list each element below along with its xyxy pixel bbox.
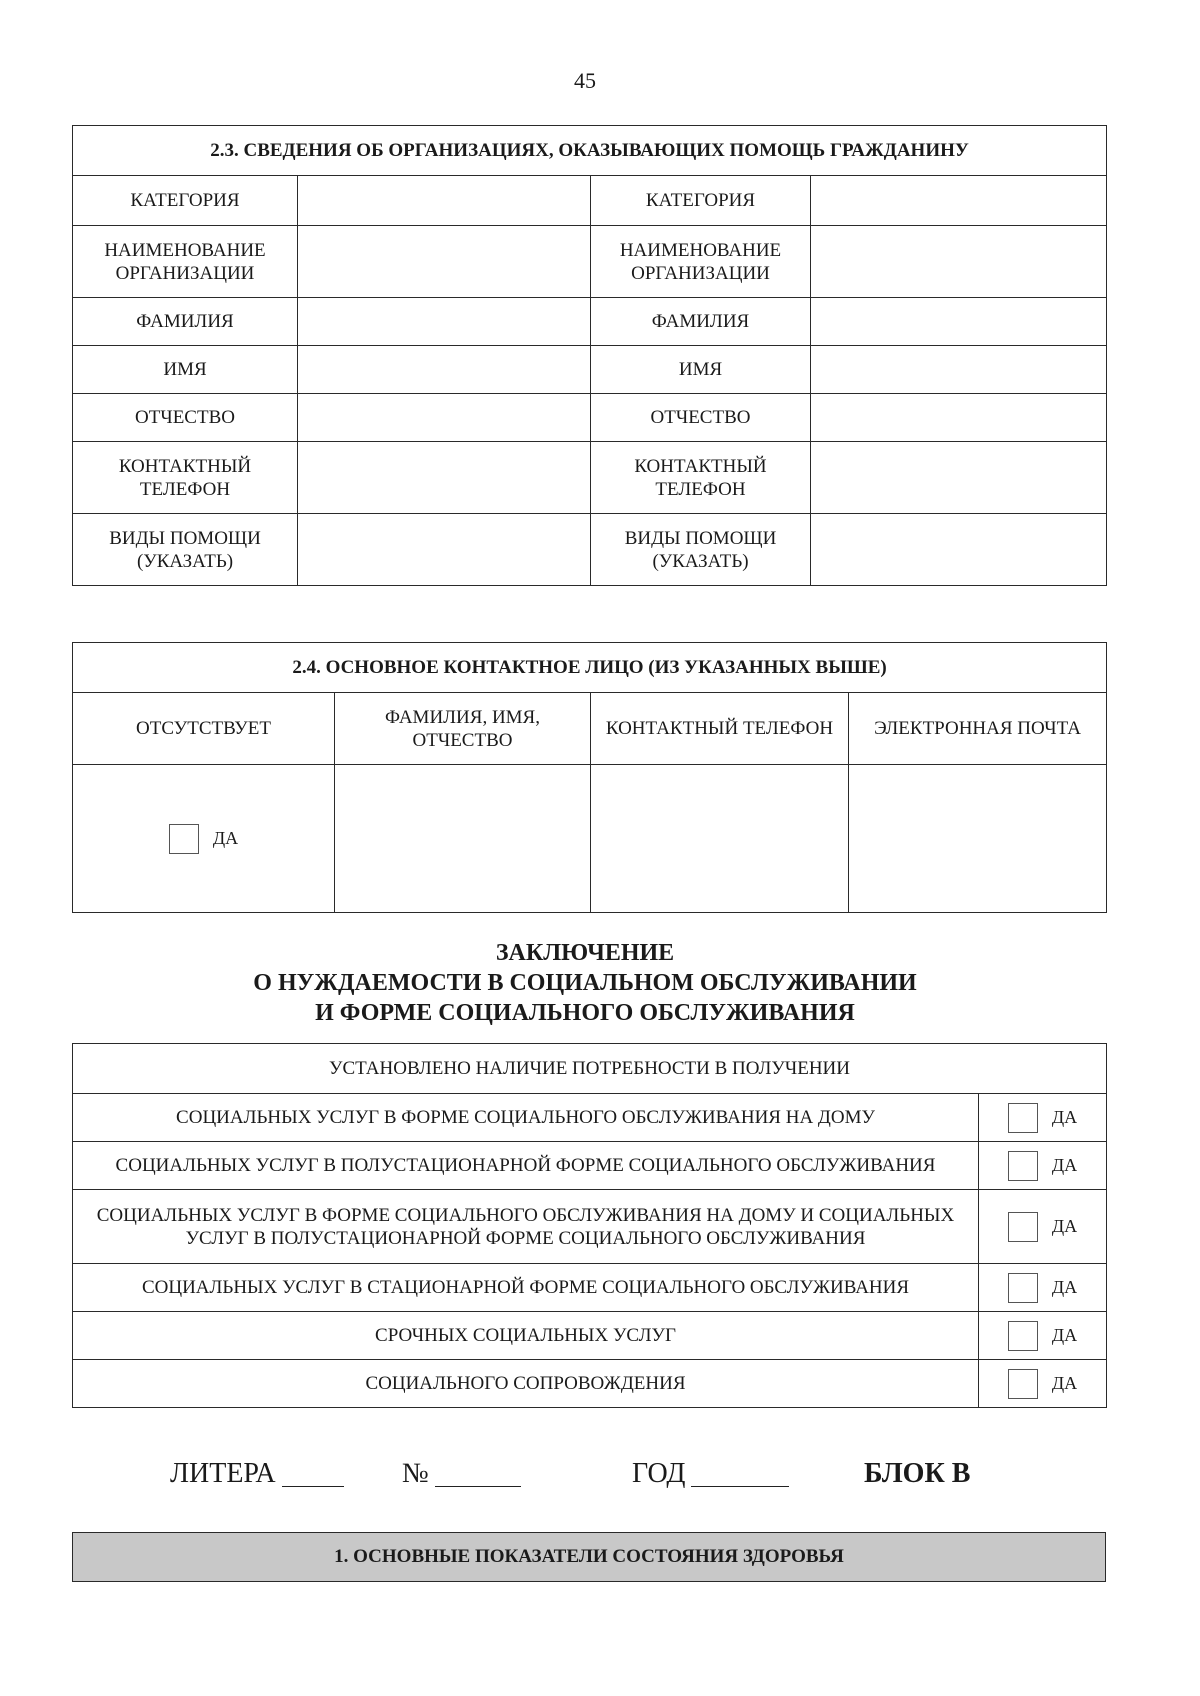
health-indicators-heading: 1. ОСНОВНЫЕ ПОКАЗАТЕЛИ СОСТОЯНИЯ ЗДОРОВЬЯ [72,1532,1106,1582]
need-home-and-semi-stationary-label: СОЦИАЛЬНЫХ УСЛУГ В ФОРМЕ СОЦИАЛЬНОГО ОБСЛУЖИВАНИЯ НА ДОМУ И СОЦИАЛЬНЫХ УСЛУГ В ПОЛУСТАЦИОНАРНОЙ ФОРМЕ СОЦИАЛЬНОГО ОБСЛУЖИВАНИЯ [73,1190,979,1264]
first-name-field-1[interactable] [298,346,591,394]
row-label-phone-2: КОНТАКТНЫЙ ТЕЛЕФОН [591,442,811,514]
need-home-and-semi-stationary-checkbox[interactable] [1008,1212,1038,1242]
org-name-field-2[interactable] [811,226,1107,298]
surname-field-1[interactable] [298,298,591,346]
absent-yes-label: ДА [212,828,239,848]
row-label-first-name-2: ИМЯ [591,346,811,394]
number-field[interactable] [435,1458,521,1487]
number-group [402,1458,429,1490]
phone-field-1[interactable] [298,442,591,514]
yes-label: ДА [1051,1373,1078,1393]
absent-cell [73,765,335,913]
row-label-surname-2: ФАМИЛИЯ [591,298,811,346]
need-social-support-checkbox[interactable] [1008,1369,1038,1399]
document-id-line [170,1458,1070,1498]
section-2-3-title: 2.3. СВЕДЕНИЯ ОБ ОРГАНИЗАЦИЯХ, ОКАЗЫВАЮЩИХ ПОМОЩЬ ГРАЖДАНИНУ [73,126,1107,176]
row-label-patronymic-2: ОТЧЕСТВО [591,394,811,442]
need-semi-stationary-label: СОЦИАЛЬНЫХ УСЛУГ В ПОЛУСТАЦИОНАРНОЙ ФОРМЕ СОЦИАЛЬНОГО ОБСЛУЖИВАНИЯ [73,1142,979,1190]
contact-email-field[interactable] [849,765,1107,913]
need-urgent-label: СРОЧНЫХ СОЦИАЛЬНЫХ УСЛУГ [73,1312,979,1360]
patronymic-field-1[interactable] [298,394,591,442]
need-semi-stationary-cell [979,1142,1107,1190]
needs-table-header: УСТАНОВЛЕНО НАЛИЧИЕ ПОТРЕБНОСТИ В ПОЛУЧЕНИИ [73,1044,1107,1094]
need-urgent-cell [979,1312,1107,1360]
first-name-field-2[interactable] [811,346,1107,394]
need-semi-stationary-checkbox[interactable] [1008,1151,1038,1181]
yes-label: ДА [1051,1325,1078,1345]
column-header-absent: ОТСУТСТВУЕТ [73,693,335,765]
column-header-phone: КОНТАКТНЫЙ ТЕЛЕФОН [591,693,849,765]
patronymic-field-2[interactable] [811,394,1107,442]
row-label-surname: ФАМИЛИЯ [73,298,298,346]
row-label-help-types-2: ВИДЫ ПОМОЩИ (УКАЗАТЬ) [591,514,811,586]
page-number: 45 [574,68,596,93]
need-social-support-label: СОЦИАЛЬНОГО СОПРОВОЖДЕНИЯ [73,1360,979,1408]
need-home-and-semi-stationary-cell [979,1190,1107,1264]
surname-field-2[interactable] [811,298,1107,346]
number-label: № [402,1458,429,1489]
yes-label: ДА [1051,1277,1078,1297]
column-header-full-name: ФАМИЛИЯ, ИМЯ, ОТЧЕСТВО [335,693,591,765]
conclusion-subtitle-1: О НУЖДАЕМОСТИ В СОЦИАЛЬНОМ ОБСЛУЖИВАНИИ [253,970,917,996]
needs-table [72,1043,1107,1408]
litera-label: ЛИТЕРА [170,1458,276,1489]
yes-label: ДА [1051,1155,1078,1175]
year-field[interactable] [691,1458,789,1487]
need-stationary-label: СОЦИАЛЬНЫХ УСЛУГ В СТАЦИОНАРНОЙ ФОРМЕ СОЦИАЛЬНОГО ОБСЛУЖИВАНИЯ [73,1264,979,1312]
column-header-email: ЭЛЕКТРОННАЯ ПОЧТА [849,693,1107,765]
need-stationary-cell [979,1264,1107,1312]
conclusion-heading [0,938,1170,1028]
need-stationary-checkbox[interactable] [1008,1273,1038,1303]
organizations-table [72,125,1107,586]
row-label-category-2: КАТЕГОРИЯ [591,176,811,226]
yes-label: ДА [1051,1107,1078,1127]
row-label-category: КАТЕГОРИЯ [73,176,298,226]
org-name-field-1[interactable] [298,226,591,298]
main-contact-table [72,642,1107,913]
phone-field-2[interactable] [811,442,1107,514]
row-label-patronymic: ОТЧЕСТВО [73,394,298,442]
need-urgent-checkbox[interactable] [1008,1321,1038,1351]
row-label-phone: КОНТАКТНЫЙ ТЕЛЕФОН [73,442,298,514]
year-label: ГОД [632,1458,686,1489]
row-label-help-types: ВИДЫ ПОМОЩИ (УКАЗАТЬ) [73,514,298,586]
category-field-1[interactable] [298,176,591,226]
litera-field[interactable] [282,1458,344,1487]
need-home-service-label: СОЦИАЛЬНЫХ УСЛУГ В ФОРМЕ СОЦИАЛЬНОГО ОБСЛУЖИВАНИЯ НА ДОМУ [73,1094,979,1142]
need-home-service-checkbox[interactable] [1008,1103,1038,1133]
row-label-first-name: ИМЯ [73,346,298,394]
block-label: БЛОК В [864,1458,971,1489]
conclusion-subtitle-2: И ФОРМЕ СОЦИАЛЬНОГО ОБСЛУЖИВАНИЯ [315,1000,855,1026]
section-2-4-title: 2.4. ОСНОВНОЕ КОНТАКТНОЕ ЛИЦО (ИЗ УКАЗАННЫХ ВЫШЕ) [73,643,1107,693]
conclusion-title: ЗАКЛЮЧЕНИЕ [495,940,675,966]
litera-group [170,1458,276,1490]
contact-phone-field[interactable] [591,765,849,913]
need-social-support-cell [979,1360,1107,1408]
absent-checkbox[interactable] [169,824,199,854]
need-home-service-cell [979,1094,1107,1142]
row-label-org-name-2: НАИМЕНОВАНИЕ ОРГАНИЗАЦИИ [591,226,811,298]
contact-full-name-field[interactable] [335,765,591,913]
help-types-field-2[interactable] [811,514,1107,586]
row-label-org-name: НАИМЕНОВАНИЕ ОРГАНИЗАЦИИ [73,226,298,298]
yes-label: ДА [1051,1216,1078,1236]
category-field-2[interactable] [811,176,1107,226]
help-types-field-1[interactable] [298,514,591,586]
year-group [632,1458,685,1490]
